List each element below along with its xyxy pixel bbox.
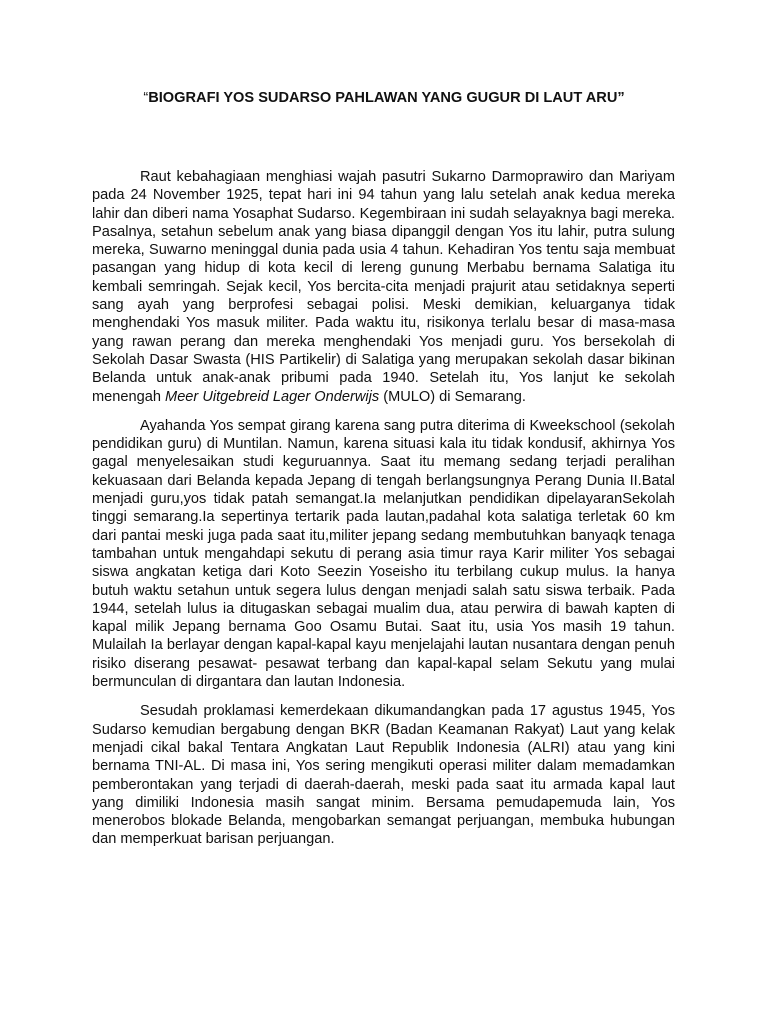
document-title (0, 90, 768, 106)
paragraph-1 (92, 168, 675, 406)
document-body (92, 168, 675, 860)
paragraph-3: Sesudah proklamasi kemerdekaan dikumandangkan pada 17 agustus 1945, Yos Sudarso kemudian bergabung dengan BKR (Badan Keamanan Rakyat) Laut yang kelak menjadi cikal bakal Tentara Angkatan Laut Republik Indonesia (ALRI) atau yang kini bernama TNI-AL. Di masa ini, Yos sering mengikuti operasi militer dalam memadamkan pemberontakan yang terjadi di daerah-daerah, meski pada saat itu armada kapal laut yang dimiliki Indonesia masih sangat minim. Bersama pemudapemuda lain, Yos menerobos blokade Belanda, mengobarkan semangat perjuangan, membuka hubungan dan memperkuat barisan perjuangan. (92, 703, 675, 848)
title-text: BIOGRAFI YOS SUDARSO PAHLAWAN YANG GUGUR DI LAUT ARU” (148, 90, 625, 106)
paragraph-1-italic-school-name: Meer Uitgebreid Lager Onderwijs (165, 388, 380, 405)
title-open-quote: “ (143, 90, 149, 106)
paragraph-1-text-a: Raut kebahagiaan menghiasi wajah pasutri Sukarno Darmoprawiro dan Mariyam pada 24 November 1925, tepat hari ini 94 tahun yang lalu setelah anak kedua mereka lahir dan diberi nama Yosaphat Sudarso. Kegembiraan ini sudah selayaknya bagi mereka. Pasalnya, setahun sebelum anak yang biasa dipanggil dengan Yos itu lahir, putra sulung mereka, Suwarno meninggal dunia pada usia 4 tahun. Kehadiran Yos tentu saja membuat pasangan yang hidup di kota kecil di lereng gunung Merbabu bernama Salatiga itu kembali semringah. Sejak kecil, Yos bercita-cita menjadi prajurit atau setidaknya seperti sang ayah yang berprofesi sebagai polisi. Meski demikian, keluarganya tidak menghendaki Yos masuk militer. Pada waktu itu, risikonya terlalu besar di masa-masa yang rawan perang dan mereka menghendaki Yos menjadi guru. Yos bersekolah di Sekolah Dasar Swasta (HIS Partikelir) di Salatiga yang merupakan sekolah dasar bikinan Belanda untuk anak-anak pribumi pada 1940. Setelah itu, Yos lanjut ke sekolah menengah (92, 169, 675, 405)
paragraph-1-text-b: (MULO) di Semarang. (379, 388, 526, 405)
paragraph-2: Ayahanda Yos sempat girang karena sang putra diterima di Kweekschool (sekolah pendidikan guru) di Muntilan. Namun, karena situasi kala itu tidak kondusif, akhirnya Yos gagal menyelesaikan studi keguruannya. Saat itu memang sedang terjadi peralihan kekuasaan dari Belanda kepada Jepang di tengah berlangsungnya Perang Dunia II.Batal menjadi guru,yos tidak patah semangat.Ia melanjutkan pendidikan dipelayaranSekolah tinggi semarang.Ia sepertinya tertarik pada lautan,padahal kota salatiga terletak 60 km dari pantai meski juga pada saat itu,militer jepang sedang membutuhkan banyaqk tenaga tambahan untuk mengahdapi sekutu di perang asia timur raya Karir militer Yos sebagai siswa angkatan ketiga dari Koto Seezin Yoseisho itu terbilang cukup mulus. Ia hanya butuh waktu setahun untuk segera lulus dengan menjadi salah satu siswa terbaik. Pada 1944, setelah lulus ia ditugaskan sebagai mualim dua, atau perwira di bawah kapten di kapal milik Jepang bernama Goo Osamu Butai. Saat itu, usia Yos masih 19 tahun. Mulailah Ia berlayar dengan kapal-kapal kayu menjelajahi lautan nusantara dengan penuh risiko diserang pesawat- pesawat terbang dan kapal-kapal selam Sekutu yang mulai bermunculan di dirgantara dan lautan Indonesia. (92, 417, 675, 691)
